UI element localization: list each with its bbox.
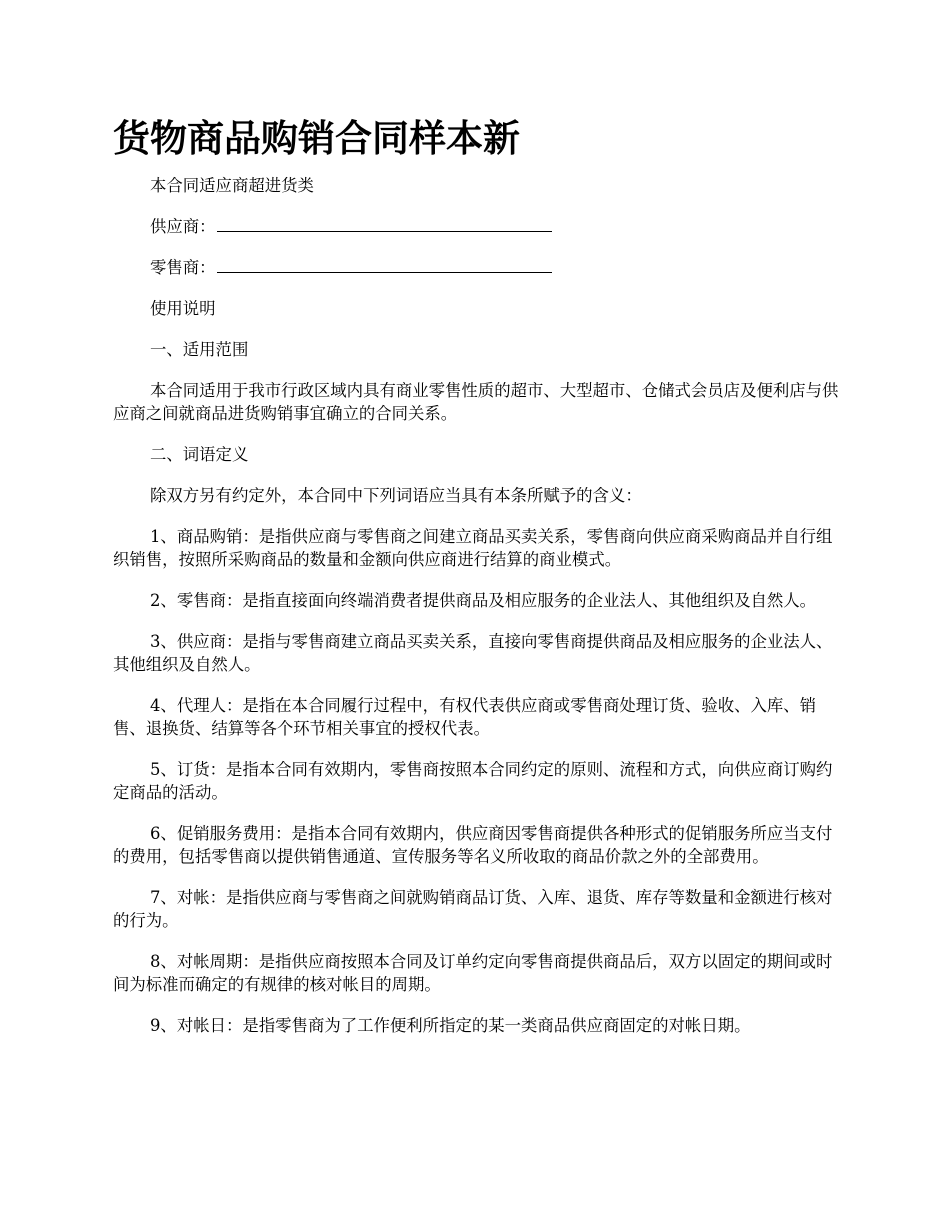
definition-item-3: 3、供应商：是指与零售商建立商品买卖关系，直接向零售商提供商品及相应服务的企业法人、其他组织及自然人。 [113, 632, 833, 674]
definition-item-5: 5、订货：是指本合同有效期内，零售商按照本合同约定的原则、流程和方式，向供应商订购约定商品的活动。 [113, 760, 833, 802]
definition-item-9: 9、对帐日：是指零售商为了工作便利所指定的某一类商品供应商固定的对帐日期。 [150, 1016, 751, 1035]
definitions-intro: 除双方另有约定外，本合同中下列词语应当具有本条所赋予的含义： [150, 486, 642, 505]
retailer-blank-line [217, 258, 552, 273]
definition-item-1: 1、商品购销：是指供应商与零售商之间建立商品买卖关系，零售商向供应商采购商品并自行组织销售，按照所采购商品的数量和金额向供应商进行结算的商业模式。 [113, 527, 833, 569]
supplier-label: 供应商： [150, 217, 216, 236]
applicability-note: 本合同适应商超进货类 [150, 176, 314, 195]
scope-paragraph: 本合同适用于我市行政区域内具有商业零售性质的超市、大型超市、仓储式会员店及便利店与供应商之间就商品进货购销事宜确立的合同关系。 [113, 381, 839, 423]
retailer-label: 零售商： [150, 258, 216, 277]
document-title: 货物商品购销合同样本新 [113, 116, 520, 160]
definition-item-4: 4、代理人：是指在本合同履行过程中，有权代表供应商或零售商处理订货、验收、入库、销售、退换货、结算等各个环节相关事宜的授权代表。 [113, 696, 817, 738]
section-definitions-heading: 二、词语定义 [150, 445, 249, 464]
document-body [113, 174, 843, 1055]
definition-item-6: 6、促销服务费用：是指本合同有效期内，供应商因零售商提供各种形式的促销服务所应当支付的费用，包括零售商以提供销售通道、宣传服务等名义所收取的商品价款之外的全部费用。 [113, 824, 833, 866]
supplier-blank-line [217, 217, 552, 232]
retailer-field [113, 256, 843, 279]
definition-item-2: 2、零售商：是指直接面向终端消费者提供商品及相应服务的企业法人、其他组织及自然人。 [150, 591, 817, 610]
section-scope-heading: 一、适用范围 [150, 340, 249, 359]
definition-item-8: 8、对帐周期：是指供应商按照本合同及订单约定向零售商提供商品后，双方以固定的期间或时间为标准而确定的有规律的核对帐目的周期。 [113, 952, 833, 994]
supplier-field [113, 215, 843, 238]
definition-item-7: 7、对帐：是指供应商与零售商之间就购销商品订货、入库、退货、库存等数量和金额进行核对的行为。 [113, 888, 833, 930]
usage-instructions-heading: 使用说明 [150, 299, 216, 318]
